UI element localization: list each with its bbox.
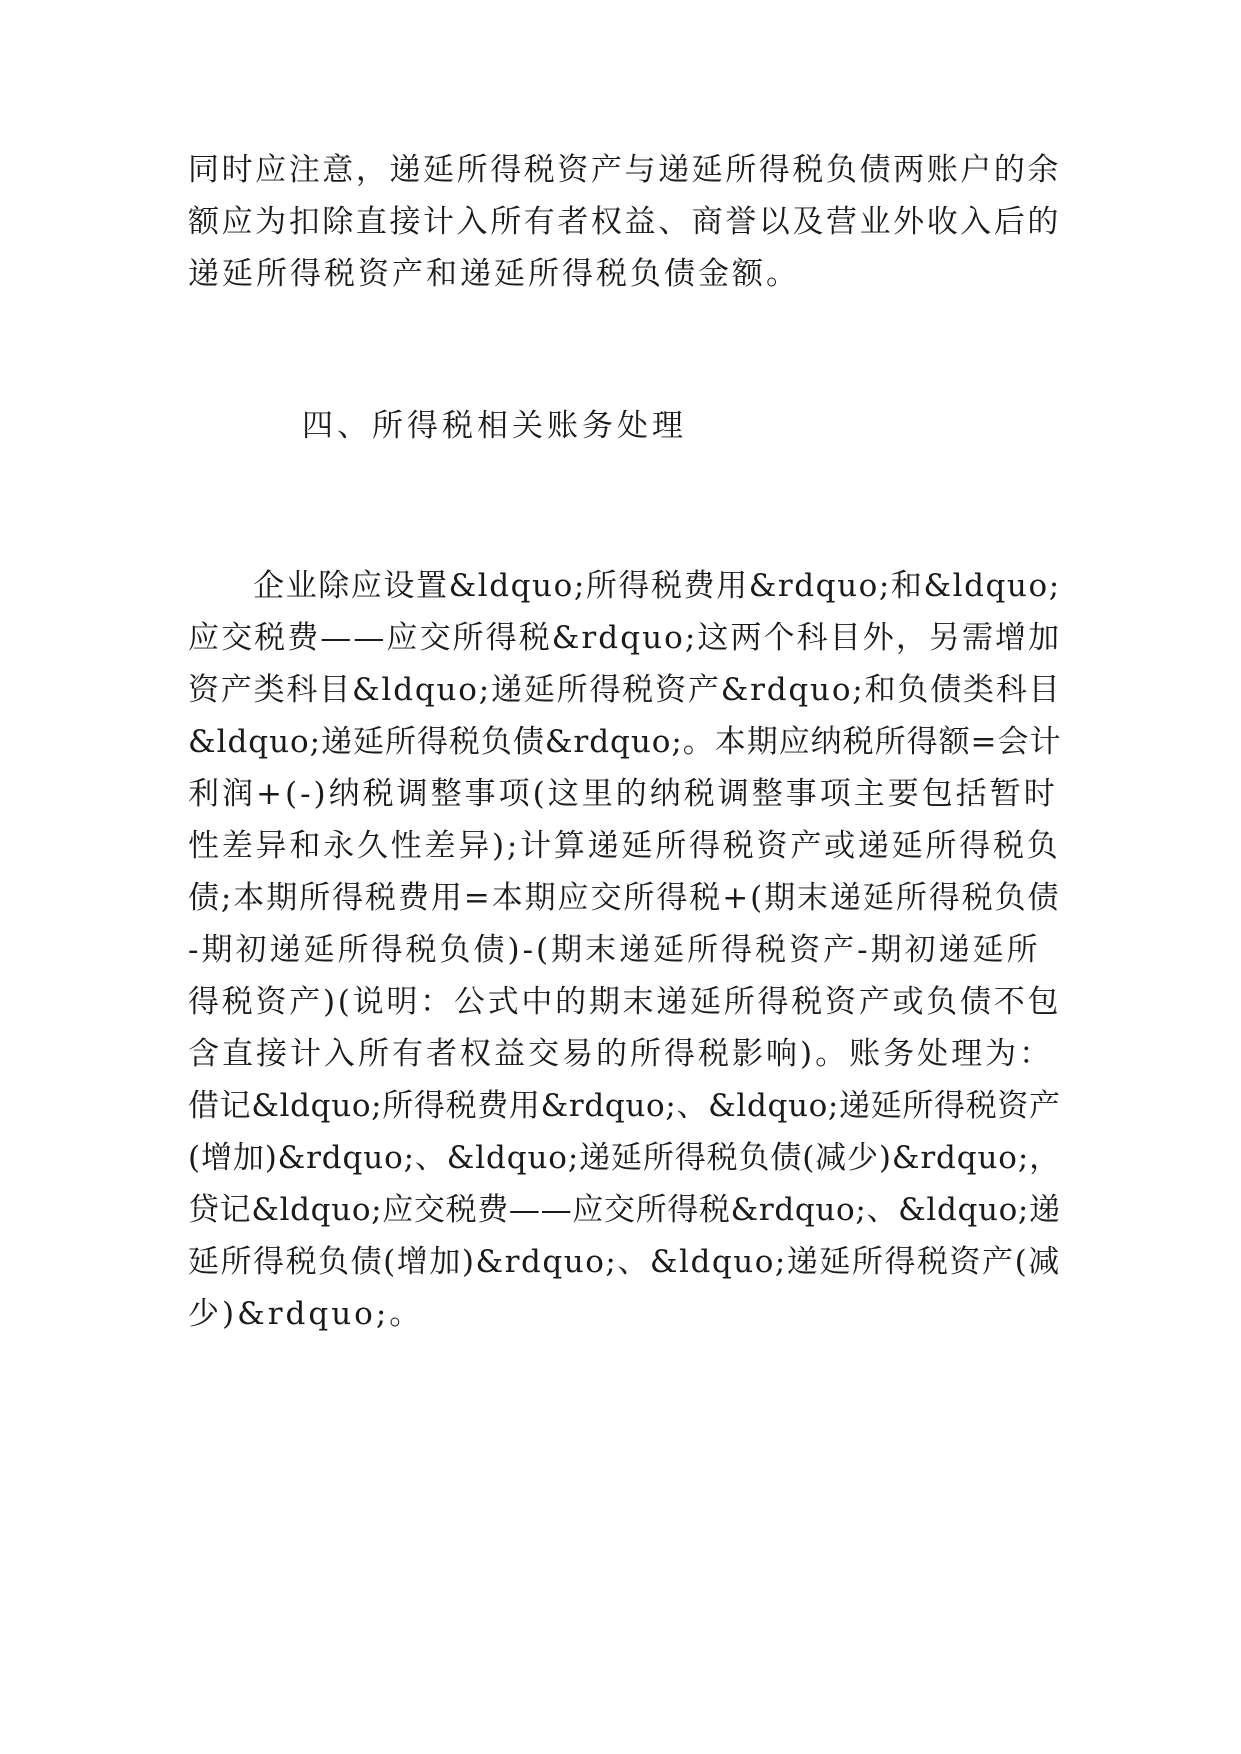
paragraph-line: 递延所得税资产和递延所得税负债金额。 <box>188 256 800 292</box>
paragraph-line: 应交税费——应交所得税&rdquo;这两个科目外，另需增加 <box>188 620 1062 656</box>
paragraph-line: 利润+(-)纳税调整事项(这里的纳税调整事项主要包括暂时 <box>188 776 1058 812</box>
paragraph-line: 贷记&ldquo;应交税费——应交所得税&rdquo;、&ldquo;递 <box>188 1192 1061 1228</box>
paragraph-line: 延所得税负债(增加)&rdquo;、&ldquo;递延所得税资产(减 <box>188 1244 1061 1280</box>
paragraph-line: 企业除应设置&ldquo;所得税费用&rdquo;和&ldquo; <box>188 568 1061 604</box>
paragraph-line: 性差异和永久性差异);计算递延所得税资产或递延所得税负 <box>188 828 1061 864</box>
paragraph-line: 借记&ldquo;所得税费用&rdquo;、&ldquo;递延所得税资产 <box>188 1088 1061 1124</box>
paragraph-line: 少)&rdquo;。 <box>188 1296 424 1332</box>
paragraph-line: 同时应注意，递延所得税资产与递延所得税负债两账户的余 <box>188 152 1061 188</box>
paragraph-line: &ldquo;递延所得税负债&rdquo;。本期应纳税所得额=会计 <box>188 724 1062 760</box>
paragraph-line: 资产类科目&ldquo;递延所得税资产&rdquo;和负债类科目 <box>188 672 1062 708</box>
section-heading: 四、所得税相关账务处理 <box>302 408 687 444</box>
paragraph-line: (增加)&rdquo;、&ldquo;递延所得税负债(减少)&rdquo;， <box>188 1140 1061 1176</box>
paragraph-line: 债;本期所得税费用=本期应交所得税+(期末递延所得税负债 <box>188 880 1061 916</box>
paragraph-line: 得税资产)(说明：公式中的期末递延所得税资产或负债不包 <box>188 984 1062 1020</box>
paragraph-line: -期初递延所得税负债)-(期末递延所得税资产-期初递延所 <box>188 932 1041 968</box>
paragraph-line: 含直接计入所有者权益交易的所得税影响)。账务处理为： <box>188 1036 1054 1072</box>
paragraph-line: 额应为扣除直接计入所有者权益、商誉以及营业外收入后的 <box>188 204 1061 240</box>
